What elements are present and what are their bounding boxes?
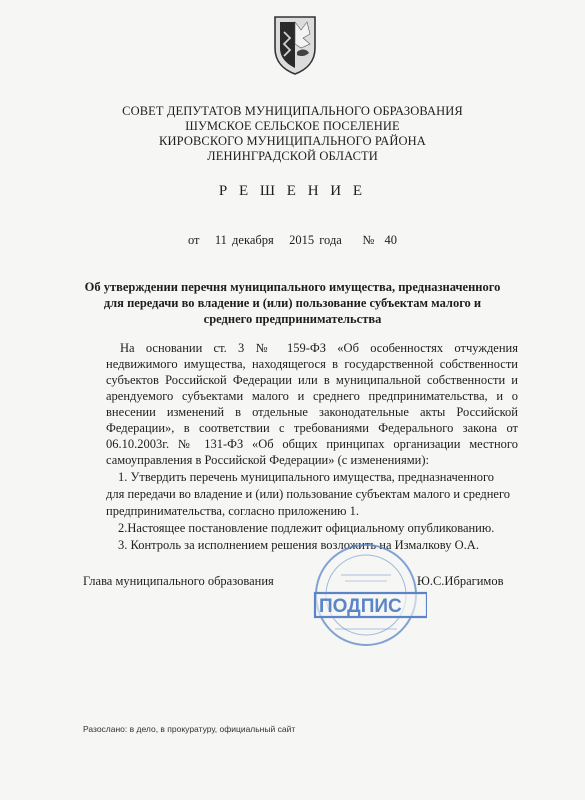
preamble-line: 06.10.2003г. № 131-ФЗ «Об общих принципах организации местного: [106, 437, 518, 451]
preamble-line: арендуемого субъектами малого и среднего предпринимательства, и о: [106, 389, 518, 403]
stamp-label: ПОДПИС: [319, 596, 402, 617]
item-line: для передачи во владение и (или) пользование субъектам малого и среднего: [106, 487, 511, 501]
org-line: СОВЕТ ДЕПУТАТОВ МУНИЦИПАЛЬНОГО ОБРАЗОВАНИЯ: [122, 104, 463, 118]
signatory-position: Глава муниципального образования: [83, 574, 274, 588]
org-line: ШУМСКОЕ СЕЛЬСКОЕ ПОСЕЛЕНИЕ: [185, 119, 400, 133]
item-line: предпринимательства, согласно приложению 1.: [106, 504, 359, 518]
signatory-name: Ю.С.Ибрагимов: [417, 574, 504, 588]
org-line: КИРОВСКОГО МУНИЦИПАЛЬНОГО РАЙОНА: [159, 134, 426, 148]
decision-subject: [0, 279, 585, 327]
document-title: Р Е Ш Е Н И Е: [218, 183, 367, 199]
distribution-note: Разослано: в дело, в прокуратуру, официальный сайт: [83, 724, 296, 734]
coat-of-arms-icon: [272, 14, 318, 76]
subject-line: для передачи во владение и (или) пользование субъектам малого и: [103, 296, 482, 310]
preamble-line: внесении изменений в отдельные законодательные акты Российской: [106, 405, 518, 419]
official-stamp: [305, 541, 427, 649]
item-line: 2.Настоящее постановление подлежит официальному опубликованию.: [118, 521, 495, 535]
preamble-line: Федерации», в соответствии с требованиями Федерального закона от: [106, 421, 518, 435]
subject-line: среднего предпринимательства: [203, 312, 382, 326]
preamble-paragraph: [106, 340, 518, 468]
item-line: 3. Контроль за исполнением решения возложить на Измалкову О.А.: [118, 538, 479, 552]
preamble-line: субъектов Российской Федерации или в муниципальной собственности и: [106, 373, 518, 387]
org-line: ЛЕНИНГРАДСКОЙ ОБЛАСТИ: [207, 149, 378, 163]
preamble-line: На основании ст. 3 № 159-ФЗ «Об особенностях отчуждения: [120, 341, 518, 355]
subject-line: Об утверждении перечня муниципального имущества, предназначенного: [84, 280, 501, 294]
organization-header: [0, 104, 585, 164]
item-line: 1. Утвердить перечень муниципального имущества, предназначенного: [118, 470, 495, 484]
date-number-line: от 11 декабря 2015 года № 40: [187, 233, 398, 247]
preamble-line: недвижимого имущества, находящегося в государственной собственности: [106, 357, 518, 371]
preamble-line: самоуправления в Российской Федерации» (с изменениями):: [106, 453, 429, 467]
